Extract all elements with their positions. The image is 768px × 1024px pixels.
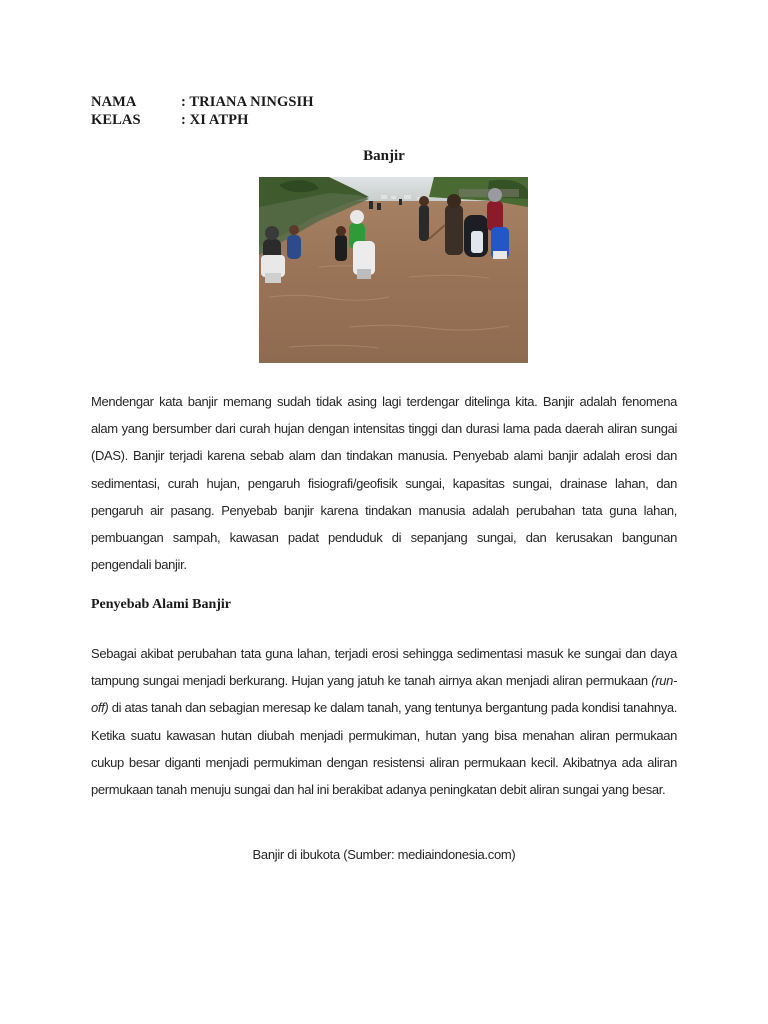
cause-paragraph-text-1: Sebagai akibat perubahan tata guna lahan, terjadi erosi sehingga sedimentasi masuk ke sungai dan daya tampung sungai menjadi berkurang. Hujan yang jatuh ke tanah airnya akan menjadi aliran permukaan [91,646,677,689]
section-heading: Penyebab Alami Banjir [91,597,232,612]
class-label: KELAS [91,112,141,128]
class-value: : XI ATPH [181,112,249,128]
name-value: : TRIANA NINGSIH [181,94,314,110]
runoff-term: (run-off) [91,673,677,716]
cause-paragraph [91,640,677,803]
name-label: NAMA [91,94,137,110]
flood-photo [259,177,528,363]
photo-caption: Banjir di ibukota (Sumber: mediaindonesia.com) [252,847,516,862]
intro-paragraph: Mendengar kata banjir memang sudah tidak asing lagi terdengar ditelinga kita. Banjir adalah fenomena alam yang bersumber dari curah hujan dengan intensitas tinggi dan durasi lama pada daerah aliran sungai (DAS). Banjir terjadi karena sebab alam dan tindakan manusia. Penyebab alami banjir adalah erosi dan sedimentasi, curah hujan, pengaruh fisiografi/geofisik sungai, kapasitas sungai, drainase lahan, dan pengaruh air pasang. Penyebab banjir karena tindakan manusia adalah perubahan tata guna lahan, pembuangan sampah, kawasan padat penduduk di sepanjang sungai, dan kerusakan bangunan pengendali banjir. [91,394,677,573]
cause-paragraph-text-2: di atas tanah dan sebagian meresap ke dalam tanah, yang tentunya bergantung pada kondisi tanahnya. Ketika suatu kawasan hutan diubah menjadi permukiman, hutan yang bisa menahan aliran permukaan cukup besar diganti menjadi permukiman dengan resistensi aliran permukaan kecil. Akibatnya ada aliran permukaan tanah menuju sungai dan hal ini berakibat adanya peningkatan debit aliran sungai yang besar. [91,700,677,798]
student-name-row [91,94,314,111]
document-title: Banjir [363,148,405,164]
student-class-row [91,112,249,129]
